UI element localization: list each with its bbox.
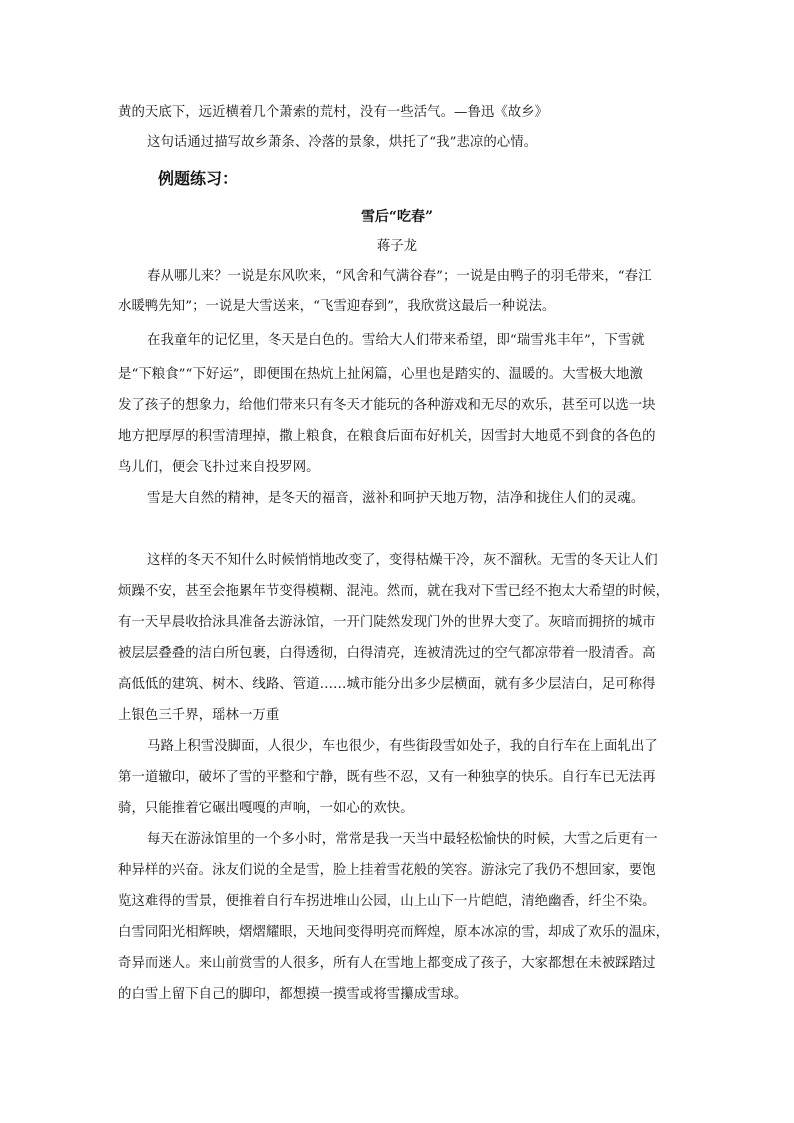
article-line: 的白雪上留下自己的脚印，都想摸一摸雪或将雪攥成雪球。 xyxy=(118,987,468,1002)
article-line: 白雪同阳光相辉映，熠熠耀眼，天地间变得明亮而辉煌，原本冰凉的雪，却成了欢乐的温床， xyxy=(118,925,670,940)
article-line: 高低低的建筑、树木、线路、管道……城市能分出多少层横面，就有多少层洁白，足可称得 xyxy=(118,677,656,692)
article-line: 鸟儿们，便会飞扑过来自投罗网。 xyxy=(118,460,320,475)
article-line: 这样的冬天不知什么时候悄悄地改变了，变得枯燥干冷，灰不溜秋。无雪的冬天让人们 xyxy=(147,553,658,568)
article-line: 发了孩子的想象力，给他们带来只有冬天才能玩的各种游戏和无尽的欢乐，甚至可以选一块 xyxy=(118,398,656,413)
article-line: 览这难得的雪景，便推着自行车拐进堆山公园，山上山下一片皑皑，清绝幽香，纤尘不染。 xyxy=(118,894,656,909)
article-line: 是“下粮食”“下好运”，即便围在热炕上扯闲篇，心里也是踏实的、温暖的。大雪极大地激 xyxy=(118,367,643,382)
article-line: 种异样的兴奋。泳友们说的全是雪，脸上挂着雪花般的笑容。游泳完了我仍不想回家，要饱 xyxy=(118,863,656,878)
article-line: 骑，只能推着它碾出嘎嘎的声响，一如心的欢快。 xyxy=(118,801,414,816)
article-author: 蒋子龙 xyxy=(376,239,418,254)
article-line: 春从哪儿来？一说是东风吹来，“风舍和气满谷春”；一说是由鸭子的羽毛带来，“春江 xyxy=(147,269,652,284)
article-line: 地方把厚厚的积雪清理掉，撒上粮食，在粮食后面布好机关，因雪封大地觅不到食的各色的 xyxy=(118,429,656,444)
section-heading: 例题练习： xyxy=(158,169,239,188)
article-line: 被层层叠叠的洁白所包裹，白得透彻，白得清亮，连被清洗过的空气都凉带着一股清香。高 xyxy=(118,646,656,661)
article-line: 雪是大自然的精神，是冬天的福音，滋补和呵护天地万物，洁净和拢住人们的灵魂。 xyxy=(147,491,645,506)
intro-analysis-line: 这句话通过描写故乡萧条、冷落的景象，烘托了“我”悲凉的心情。 xyxy=(147,135,538,150)
article-line: 马路上积雪没脚面，人很少，车也很少，有些街段雪如处子，我的自行车在上面轧出了 xyxy=(147,739,658,754)
article-line: 上银色三千界，瑶林一万重 xyxy=(118,708,280,723)
intro-quote-line: 黄的天底下，远近横着几个萧索的荒村，没有一些活气。—鲁迅《故乡》 xyxy=(118,105,549,120)
article-line: 奇异而迷人。来山前赏雪的人很多，所有人在雪地上都变成了孩子，大家都想在未被踩踏过 xyxy=(118,956,656,971)
article-line: 每天在游泳馆里的一个多小时，常常是我一天当中最轻松愉快的时候，大雪之后更有一 xyxy=(147,832,658,847)
article-title: 雪后“吃春” xyxy=(360,209,434,225)
article-line: 第一道辙印，破坏了雪的平整和宁静，既有些不忍，又有一种独享的快乐。自行车已无法再 xyxy=(118,770,656,785)
article-line: 烦躁不安，甚至会拖累年节变得模糊、混沌。然而，就在我对下雪已经不抱太大希望的时候， xyxy=(118,584,670,599)
article-line: 水暖鸭先知”；一说是大雪送来，“飞雪迎春到”，我欣赏这最后一种说法。 xyxy=(118,299,556,314)
article-line: 有一天早晨收拾泳具准备去游泳馆，一开门陡然发现门外的世界大变了。灰暗而拥挤的城市 xyxy=(118,615,656,630)
article-line: 在我童年的记忆里，冬天是白色的。雪给大人们带来希望，即“瑞雪兆丰年”，下雪就 xyxy=(147,333,645,348)
